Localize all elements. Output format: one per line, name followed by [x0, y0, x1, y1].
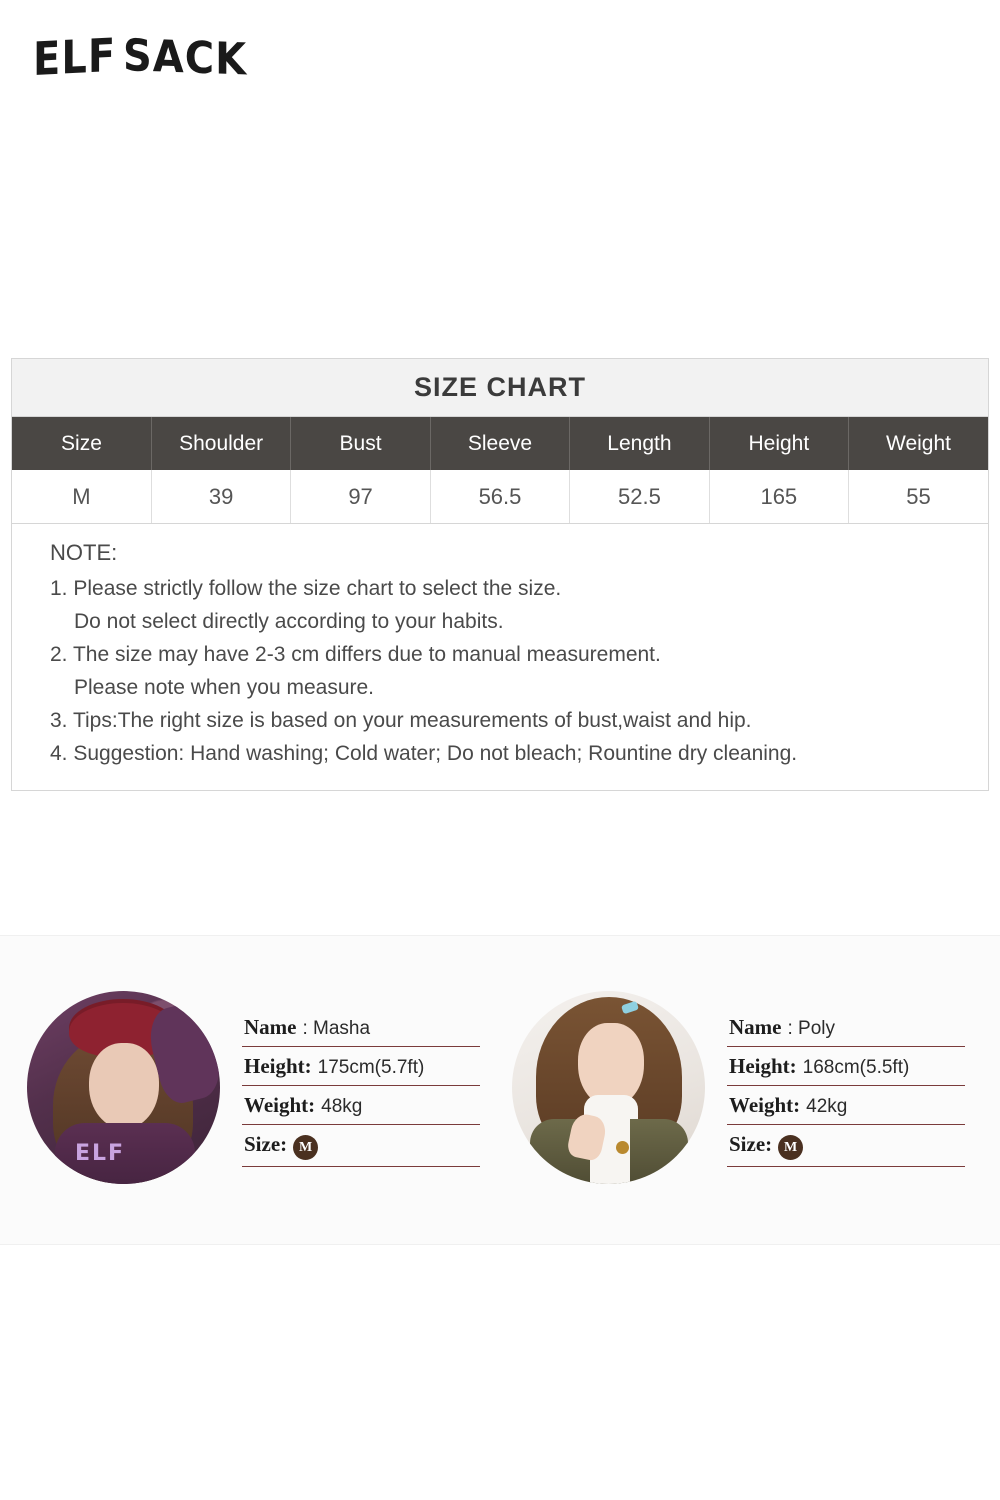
note-line: 3. Tips:The right size is based on your measurements of bust,waist and hip.: [50, 709, 752, 732]
model-height-value: 175cm(5.7ft): [317, 1056, 425, 1078]
model-height-row: [727, 1047, 965, 1086]
model-card: [512, 991, 965, 1184]
model-weight-label: Weight:: [244, 1092, 316, 1117]
model-details: [242, 1008, 480, 1168]
note-line: 2. The size may have 2-3 cm differs due to manual measurement.: [50, 643, 661, 666]
cell-weight: 55: [849, 470, 988, 523]
column-header-height: Height: [709, 417, 848, 470]
note-title: NOTE:: [50, 540, 118, 565]
brand-logo-part2: SACK: [123, 30, 248, 86]
cell-size: M: [12, 470, 151, 523]
note-line: 1. Please strictly follow the size chart to select the size.: [50, 577, 562, 600]
model-height-row: [242, 1047, 480, 1086]
model-details: [727, 1008, 965, 1168]
column-header-length: Length: [570, 417, 709, 470]
size-badge: M: [778, 1135, 803, 1160]
note-line: Do not select directly according to your habits.: [74, 610, 504, 633]
cell-shoulder: 39: [151, 470, 290, 523]
model-name-row: [727, 1008, 965, 1047]
cell-height: 165: [709, 470, 848, 523]
model-size-label: Size:: [244, 1131, 288, 1156]
column-header-sleeve: Sleeve: [430, 417, 569, 470]
model-weight-value: 42kg: [806, 1095, 848, 1117]
model-height-label: Height:: [244, 1053, 312, 1078]
model-weight-value: 48kg: [321, 1095, 363, 1117]
size-chart-panel: [11, 358, 989, 791]
model-size-label: Size:: [729, 1131, 773, 1156]
note-line: 4. Suggestion: Hand washing; Cold water; Do not bleach; Rountine dry cleaning.: [50, 742, 798, 765]
model-name-row: [242, 1008, 480, 1047]
note-section: [12, 523, 988, 790]
cell-length: 52.5: [570, 470, 709, 523]
model-size-row: [727, 1125, 965, 1168]
model-info-section: [0, 935, 1000, 1245]
model-card: [27, 991, 480, 1184]
brand-logo: [33, 29, 248, 87]
size-chart-title: SIZE CHART: [12, 359, 988, 417]
note-line: Please note when you measure.: [74, 676, 375, 699]
cell-sleeve: 56.5: [430, 470, 569, 523]
avatar-tee-text: ELF: [75, 1141, 126, 1166]
model-weight-label: Weight:: [729, 1092, 801, 1117]
model-height-label: Height:: [729, 1053, 797, 1078]
avatar: [27, 991, 220, 1184]
column-header-weight: Weight: [849, 417, 988, 470]
model-height-value: 168cm(5.5ft): [802, 1056, 910, 1078]
avatar: [512, 991, 705, 1184]
table-row: [12, 470, 988, 523]
table-header-row: [12, 417, 988, 470]
avatar-face-shape: [89, 1043, 159, 1129]
model-size-row: [242, 1125, 480, 1168]
size-chart-table: [12, 417, 988, 523]
model-weight-row: [242, 1086, 480, 1125]
column-header-size: Size: [12, 417, 151, 470]
cell-bust: 97: [291, 470, 430, 523]
model-name-label: Name: [244, 1014, 297, 1039]
model-name-label: Name: [729, 1014, 782, 1039]
model-name-value: : Poly: [787, 1017, 836, 1039]
brand-logo-part1: ELF: [33, 29, 117, 87]
size-badge: M: [293, 1135, 318, 1160]
column-header-bust: Bust: [291, 417, 430, 470]
model-name-value: : Masha: [302, 1017, 371, 1039]
avatar-button-shape: [616, 1141, 629, 1154]
model-weight-row: [727, 1086, 965, 1125]
column-header-shoulder: Shoulder: [151, 417, 290, 470]
